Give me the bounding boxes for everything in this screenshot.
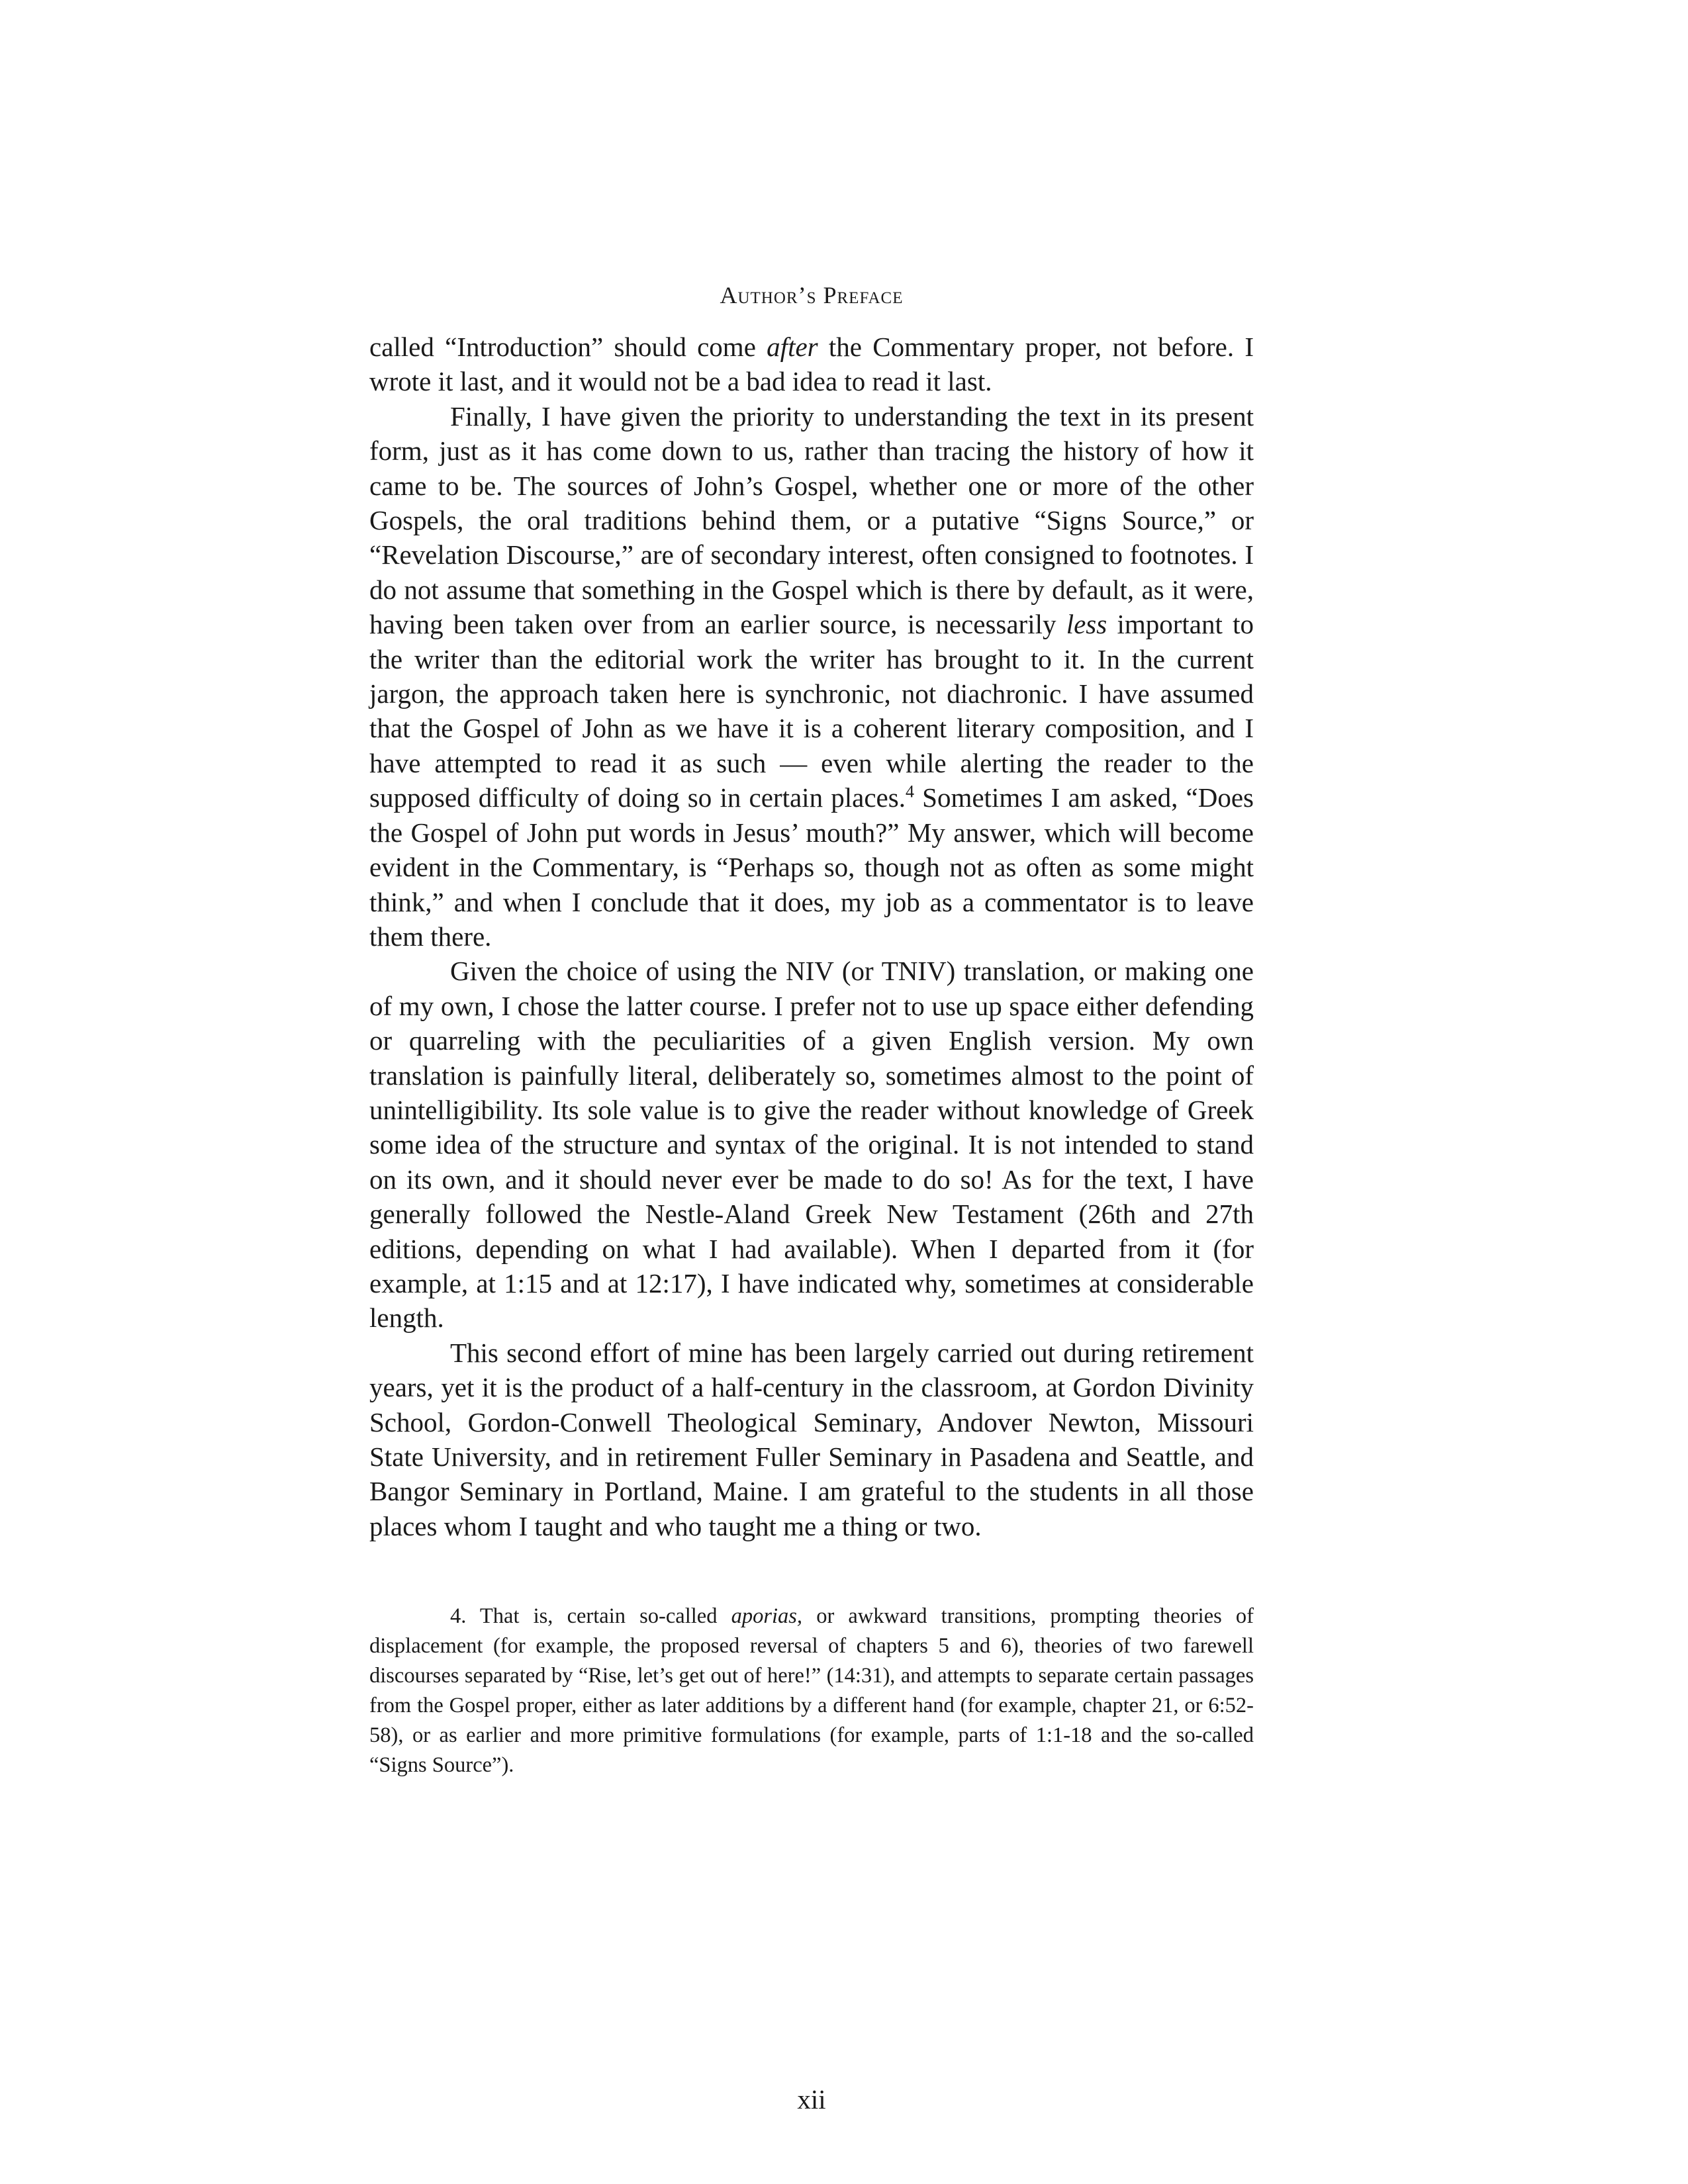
book-page: [369, 278, 1254, 2115]
paragraph-1-text-a: called “Introduction” should come: [369, 332, 767, 362]
running-head: [369, 278, 1254, 312]
paragraph-4: This second effort of mine has been largely carried out during retirement years, yet it is the product of a half-century in the classroom, at Gordon Divinity School, Gordon-Conwell Theological Seminary, Andover Newton, Missouri State University, and in retirement Fuller Seminary in Pasadena and Seattle, and Bangor Seminary in Portland, Maine. I am grateful to the students in all those places whom I taught and who taught me a thing or two.: [369, 1337, 1254, 1541]
footnote-reference[interactable]: 4: [905, 782, 914, 801]
paragraph-2-text-b: important to the writer than the editorial work the writer has brought to it. In the current jargon, the approach taken here is synchronic, not diachronic. I have assumed that the Gospel of John as we have it is a coherent literary composition, and I have attempted to read it as such — even while alerting the reader to the supposed difficulty of doing so in certain places.: [369, 609, 1254, 813]
footnote-4-text-b: or awkward transitions, prompting theories of displacement (for example, the proposed reversal of chapters 5 and 6), theories of two farewell discourses separated by “Rise, let’s get out of here!” (14:31), and attempts to separate certain passages from the Gospel proper, either as later additions by a different hand (for example, chapter 21, or 6:52-58), or as earlier and more primitive formulations (for example, parts of 1:1-18 and the so-called “Signs Source”).: [369, 1604, 1254, 1778]
body-text: [369, 330, 1254, 1543]
paragraph-2: [369, 399, 1254, 954]
paragraph-2-emphasis: less: [1066, 609, 1107, 640]
paragraph-1: [369, 330, 1254, 399]
paragraph-1-emphasis: after: [767, 332, 818, 362]
paragraph-2-text-a: Finally, I have given the priority to understanding the text in its present form, just as it has come down to us, rather than tracing the history of how it came to be. The sources of John’s Gospel, whether one or more of the other Gospels, the oral traditions behind them, or a putative “Signs Source,” or “Revelation Discourse,” are of secondary interest, often consigned to footnotes. I do not assume that something in the Gospel which is there by default, as it were, having been taken over from an earlier source, is necessarily: [369, 400, 1254, 640]
paragraph-1-text-b: the Commentary proper, not before. I wrote it last, and it would not be a bad idea to read it last.: [369, 332, 1254, 397]
running-head-text: Author’s Preface: [720, 282, 904, 308]
footnote-4-text-a: 4. That is, certain so-called: [450, 1604, 731, 1629]
page-number: xii: [797, 2084, 826, 2115]
footnote-4-emphasis: aporias,: [731, 1604, 803, 1629]
footnotes: [369, 1602, 1254, 1780]
footnote-4: [369, 1602, 1254, 1780]
paragraph-2-text-c: Sometimes I am asked, “Does the Gospel of John put words in Jesus’ mouth?” My answer, which will become evident in the Commentary, is “Perhaps so, though not as often as some might think,” and when I conclude that it does, my job as a commentator is to leave them there.: [369, 782, 1254, 952]
paragraph-3: Given the choice of using the NIV (or TNIV) translation, or making one of my own, I chose the latter course. I prefer not to use up space either defending or quarreling with the peculiarities of a given English version. My own translation is painfully literal, deliberately so, sometimes almost to the point of unintelligibility. Its sole value is to give the reader without knowledge of Greek some idea of the structure and syntax of the original. It is not intended to stand on its own, and it should never ever be made to do so! As for the text, I have generally followed the Nestle-Aland Greek New Testament (26th and 27th editions, depending on what I had available). When I departed from it (for example, at 1:15 and at 12:17), I have indicated why, sometimes at considerable length.: [369, 956, 1254, 1334]
